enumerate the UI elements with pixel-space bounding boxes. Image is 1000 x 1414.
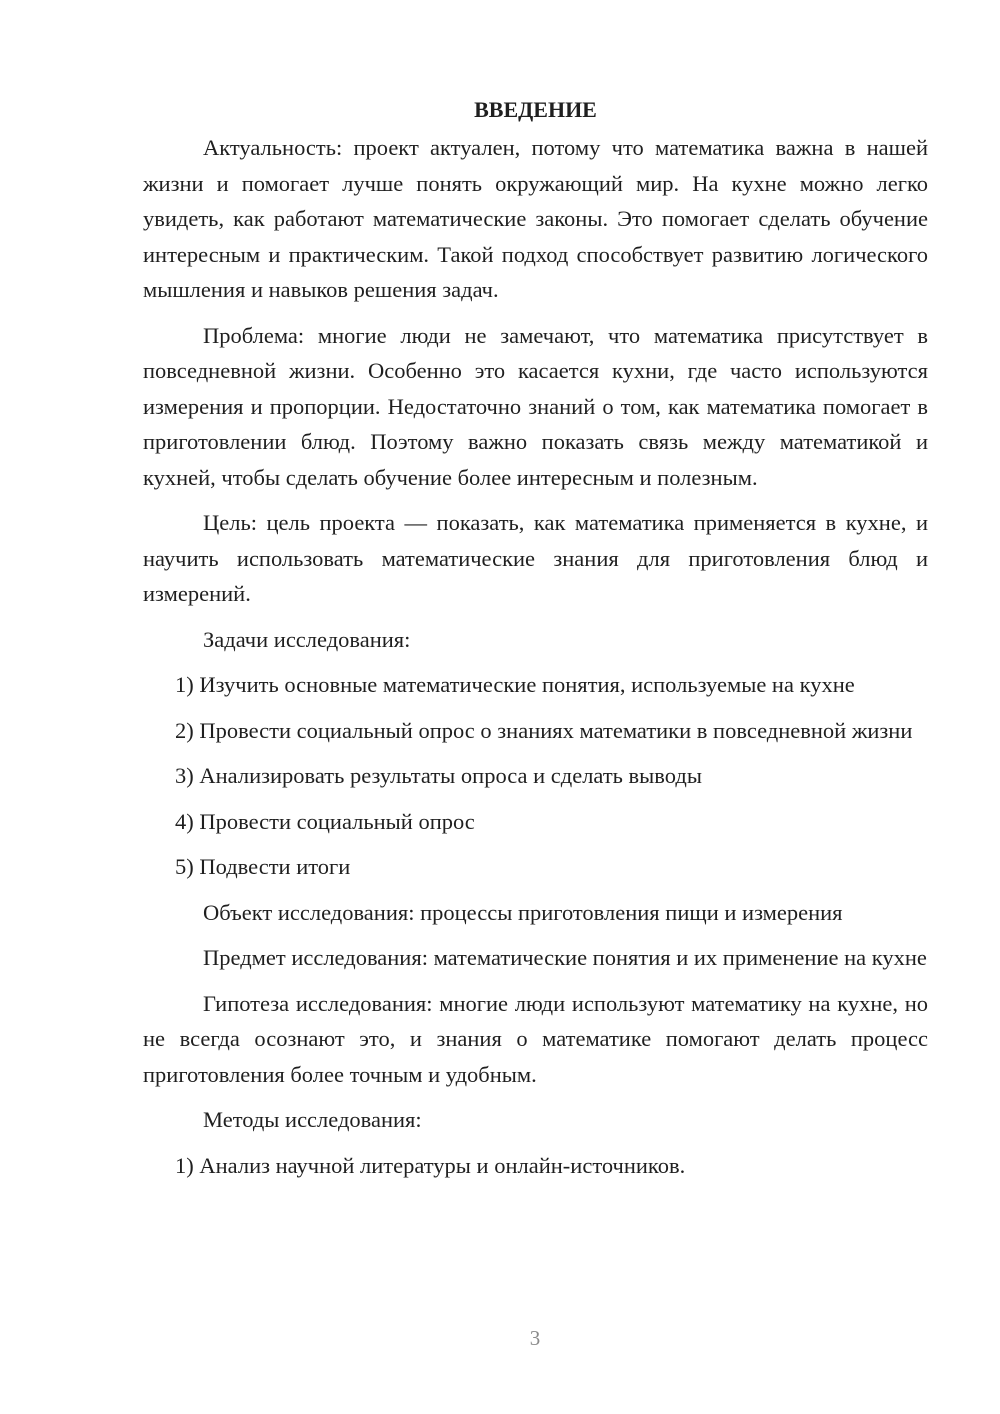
problem-paragraph: Проблема: многие люди не замечают, что математика присутствует в повседневной жизни. Особенно это касается кухни, где часто используются измерения и пропорции. Недостаточно знаний о том, как математика помогает в приготовлении блюд. Поэтому важно показать связь между математикой и кухней, чтобы сделать обучение более интересным и полезным. [143,322,928,490]
method-item: 1) Анализ научной литературы и онлайн-источников. [175,1152,686,1178]
relevance-paragraph: Актуальность: проект актуален, потому что математика важна в нашей жизни и помогает лучше понять окружающий мир. На кухне можно легко увидеть, как работают математические законы. Это помогает сделать обучение интересным и практическим. Такой подход способствует развитию логического мышления и навыков решения задач. [143,135,928,302]
goal-paragraph: Цель: цель проекта — показать, как математика применяется в кухне, и научить использовать математические знания для приготовления блюд и измерений. [143,510,928,606]
methods-heading: Методы исследования: [203,1107,422,1132]
task-item: 4) Провести социальный опрос [175,808,475,834]
subject-paragraph: Предмет исследования: математические понятия и их применение на кухне [203,945,927,970]
task-item: 3) Анализировать результаты опроса и сделать выводы [175,763,702,788]
task-item: 5) Подвести итоги [175,854,351,879]
page-content [143,92,928,1193]
section-title: ВВЕДЕНИЕ [474,97,597,122]
object-paragraph: Объект исследования: процессы приготовления пищи и измерения [203,899,843,925]
task-item: 1) Изучить основные математические понятия, используемые на кухне [175,672,855,697]
page-number: 3 [529,1326,541,1350]
tasks-heading: Задачи исследования: [203,626,411,652]
task-item: 2) Провести социальный опрос о знаниях математики в повседневной жизни [175,717,913,743]
hypothesis-paragraph: Гипотеза исследования: многие люди используют математику на кухне, но не всегда осознают это, и знания о математике помогают делать процесс приготовления более точным и удобным. [143,990,928,1087]
